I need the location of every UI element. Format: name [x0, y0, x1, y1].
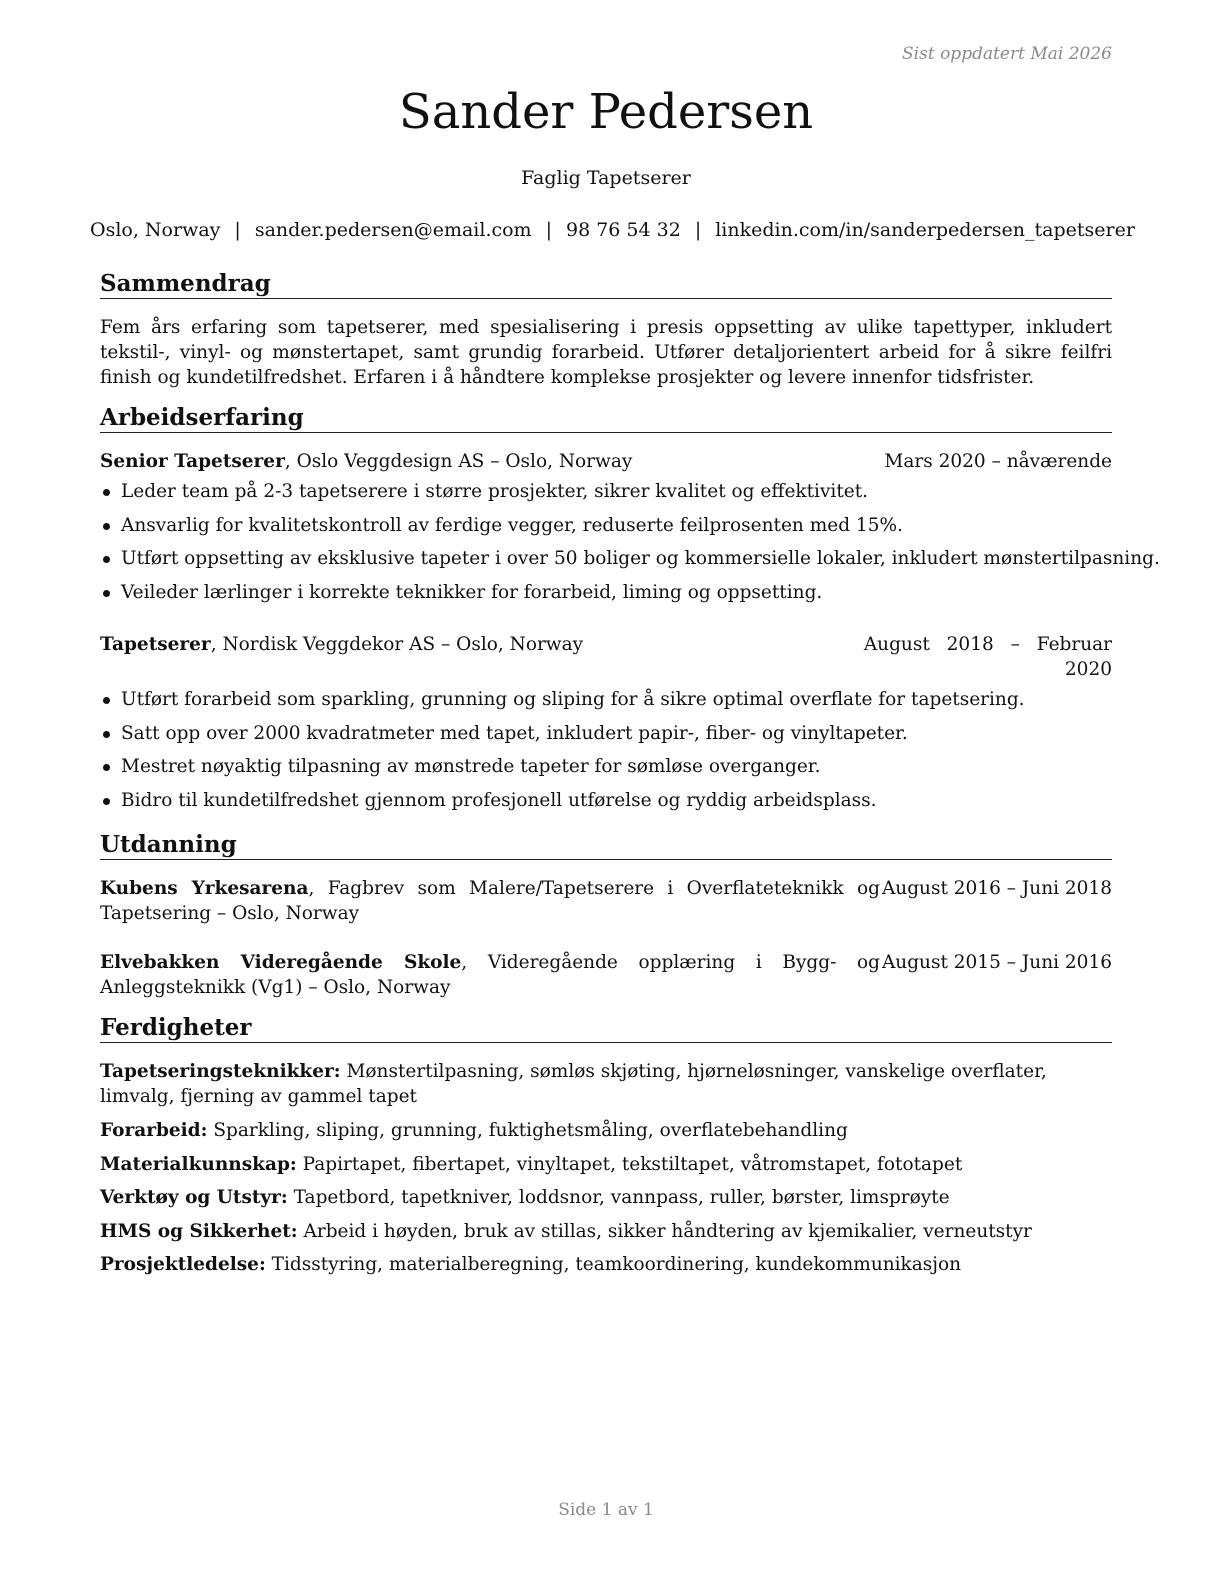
- list-item: Utført forarbeid som sparkling, grunning og sliping for å sikre optimal overflate for tapetsering.: [100, 687, 1112, 721]
- education-date: August 2016 – Juni 2018: [881, 878, 1112, 899]
- skill-row: [100, 1118, 1112, 1143]
- skill-value: Mønstertilpasning, sømløs skjøting, hjørneløsninger, vanskelige overflater, limvalg, fjerning av gammel tapet: [100, 1061, 1047, 1107]
- contact-linkedin: linkedin.com/in/sanderpedersen_tapetserer: [715, 219, 1135, 241]
- job-bullets: [100, 687, 1112, 821]
- contact-separator: |: [545, 219, 552, 241]
- last-updated: Sist oppdatert Mai 2026: [902, 44, 1112, 64]
- contact-line: [90, 219, 1135, 241]
- list-item: Satt opp over 2000 kvadratmeter med tapet, inkludert papir-, fiber- og vinyltapeter.: [100, 721, 1112, 755]
- list-item: Leder team på 2-3 tapetserere i større prosjekter, sikrer kvalitet og effektivitet.: [100, 479, 1112, 513]
- job-bullets: [100, 479, 1160, 613]
- job-company: , Nordisk Veggdekor AS – Oslo, Norway: [210, 634, 584, 655]
- contact-location: Oslo, Norway: [90, 219, 221, 241]
- education-entry: [100, 876, 1112, 926]
- list-item: Veileder lærlinger i korrekte teknikker for forarbeid, liming og oppsetting.: [100, 580, 1112, 614]
- list-item: Ansvarlig for kvalitetskontroll av ferdige vegger, reduserte feilprosenten med 15%.: [100, 513, 1112, 547]
- education-school: Kubens Yrkesarena: [100, 878, 309, 899]
- job-date: [864, 632, 1112, 682]
- job-header: [100, 632, 1112, 680]
- summary-text: Fem års erfaring som tapetserer, med spesialisering i presis oppsetting av ulike tapettyper, inkludert tekstil-, vinyl- og mønstertapet, samt grundig forarbeid. Utfører detaljorientert arbeid for å sikre feilfri finish og kundetilfredshet. Erfaren i å håndtere komplekse prosjekter og levere innenfor tidsfrister.: [100, 317, 1112, 388]
- education-school: Elvebakken Videregående Skole: [100, 952, 462, 973]
- skill-row: [100, 1219, 1112, 1244]
- education-program: , Videregående opplæring i Bygg- og Anleggsteknikk (Vg1) – Oslo, Norway: [100, 952, 880, 998]
- education-entry: [100, 950, 1112, 1000]
- contact-email: sander.pedersen@email.com: [254, 219, 532, 241]
- education-program: , Fagbrev som Malere/Tapetserere i Overflateteknikk og Tapetsering – Oslo, Norway: [100, 878, 880, 924]
- job-role: Senior Tapetserer: [100, 451, 285, 472]
- resume-page: [90, 0, 1160, 1584]
- candidate-name: Sander Pedersen: [398, 84, 814, 140]
- skill-row: [100, 1059, 1112, 1109]
- skill-row: [100, 1252, 1112, 1277]
- section-heading-education: Utdanning: [100, 832, 1112, 860]
- job-header: [100, 449, 1112, 474]
- skill-value: Papirtapet, fibertapet, vinyltapet, tekstiltapet, våtromstapet, fototapet: [296, 1154, 963, 1175]
- job-date-line2: 2020: [1064, 659, 1112, 680]
- section-heading-skills: Ferdigheter: [100, 1015, 1112, 1043]
- skill-value: Arbeid i høyden, bruk av stillas, sikker håndtering av kjemikalier, verneutstyr: [297, 1221, 1032, 1242]
- skill-row: [100, 1185, 1112, 1210]
- contact-separator: |: [234, 219, 241, 241]
- education-detail: [100, 876, 880, 926]
- page-number: Side 1 av 1: [558, 1500, 654, 1520]
- section-heading-experience: Arbeidserfaring: [100, 405, 1112, 433]
- skill-value: Tidsstyring, materialberegning, teamkoordinering, kundekommunikasjon: [265, 1254, 962, 1275]
- contact-separator: |: [694, 219, 702, 241]
- skill-label: Materialkunnskap:: [100, 1154, 297, 1175]
- skill-label: Prosjektledelse:: [100, 1254, 266, 1275]
- contact-phone: 98 76 54 32: [565, 219, 681, 241]
- job-date-line1: August 2018 – Februar: [863, 634, 1112, 655]
- skill-value: Tapetbord, tapetkniver, loddsnor, vannpass, ruller, børster, limsprøyte: [287, 1187, 950, 1208]
- list-item: Utført oppsetting av eksklusive tapeter i over 50 boliger og kommersielle lokaler, inkludert mønstertilpasning.: [100, 546, 1112, 580]
- candidate-title: Faglig Tapetserer: [521, 167, 691, 189]
- list-item: Mestret nøyaktig tilpasning av mønstrede tapeter for sømløse overganger.: [100, 754, 1112, 788]
- skill-label: Forarbeid:: [100, 1120, 208, 1141]
- skill-label: Tapetseringsteknikker:: [100, 1061, 341, 1082]
- list-item: Bidro til kundetilfredshet gjennom profesjonell utførelse og ryddig arbeidsplass.: [100, 788, 1112, 822]
- education-detail: [100, 950, 880, 1000]
- job-date: Mars 2020 – nåværende: [884, 451, 1112, 472]
- skill-value: Sparkling, sliping, grunning, fuktighetsmåling, overflatebehandling: [207, 1120, 848, 1141]
- skill-label: Verktøy og Utstyr:: [100, 1187, 288, 1208]
- job-company: , Oslo Veggdesign AS – Oslo, Norway: [284, 451, 633, 472]
- job-role: Tapetserer: [100, 634, 211, 655]
- skill-label: HMS og Sikkerhet:: [100, 1221, 298, 1242]
- skill-row: [100, 1152, 1112, 1177]
- section-heading-summary: Sammendrag: [100, 271, 1112, 299]
- education-date: August 2015 – Juni 2016: [881, 952, 1112, 973]
